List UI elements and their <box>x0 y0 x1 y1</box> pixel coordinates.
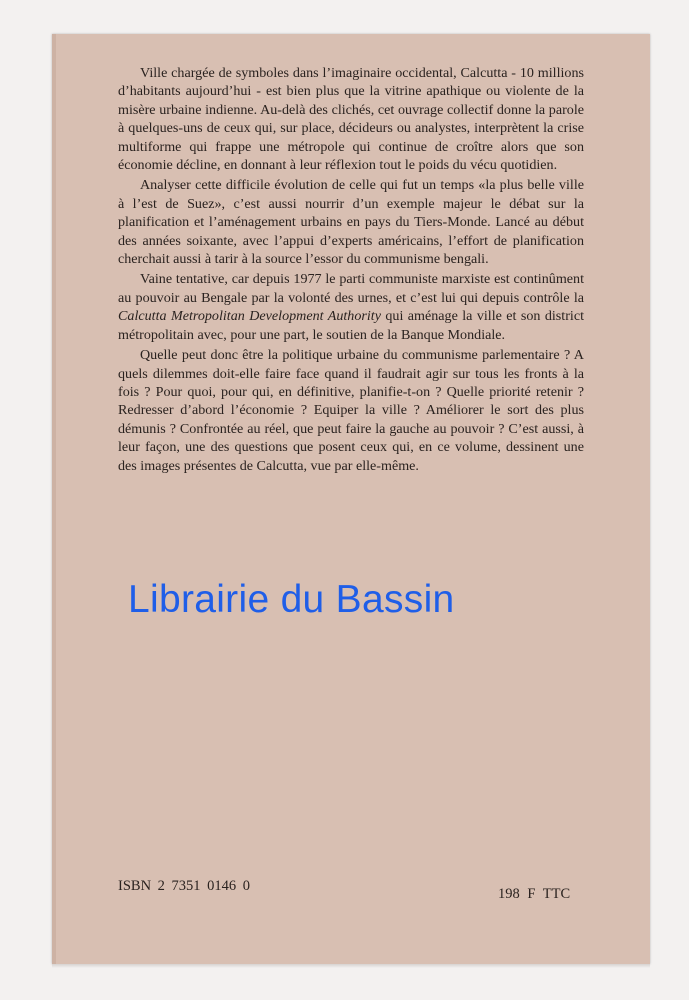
price-label: 198 F TTC <box>498 886 571 902</box>
cover-bottom-shadow <box>52 964 650 968</box>
isbn-label: ISBN 2 7351 0146 0 <box>118 878 251 894</box>
blurb-paragraph-4: Quelle peut donc être la politique urbaine du communisme parlementaire ? A quels dilemmes doit-elle faire face quand il faudrait agir sur tous les fronts à la fois ? Pour quoi, pour qui, en définitive, planifie-t-on ? Quelle priorité retenir ? Redresser d’abord l’économie ? Equiper la ville ? Améliorer le sort des plus démunis ? Confrontée au réel, que peut faire la gauche au pouvoir ? C’est aussi, à leur façon, une des questions que posent ceux qui, en ce volume, dessinent une des images présentes de Calcutta, vue par elle-même. <box>118 347 584 474</box>
blurb-paragraph-3-italic: Calcutta Metropolitan Development Authority <box>118 308 381 325</box>
blurb-paragraph-2: Analyser cette difficile évolution de celle qui fut un temps «la plus belle ville à l’est de Suez», c’est aussi nourrir d’un exemple majeur le débat sur la planification et l’aménagement urbains en pays du Tiers-Monde. Lancé au début des années soixante, avec l’appui d’experts américains, l’effort de planification cherchait aussi à tarir à la source l’essor du communisme bengali. <box>118 177 584 268</box>
book-back-cover <box>52 34 650 964</box>
blurb-paragraph-3-start: Vaine tentative, car depuis 1977 le parti communiste marxiste est continûment au pouvoir au Bengale par la volonté des urnes, et c’est lui qui depuis contrôle la <box>118 271 584 306</box>
cover-spine-edge <box>52 34 56 964</box>
blurb-paragraph-3-end: qui aménage la ville et son district métropolitain avec, pour une part, le soutien de la Banque Mondiale. <box>118 308 584 343</box>
blurb-paragraph-1: Ville chargée de symboles dans l’imaginaire occidental, Calcutta - 10 millions d’habitants aujourd’hui - est bien plus que la vitrine apathique ou violente de la misère urbaine indienne. Au-delà des clichés, cet ouvrage collectif donne la parole à quelques-uns de ceux qui, sur place, décideurs ou analystes, interprètent la crise multiforme qui frappe une métropole qui continue de croître alors que son économie décline, en donnant à leur réflexion tout le poids du vécu quotidien. <box>118 65 584 174</box>
shop-watermark: Librairie du Bassin <box>128 578 455 621</box>
blurb-text <box>118 64 584 477</box>
blurb-paragraph-3 <box>118 270 584 344</box>
